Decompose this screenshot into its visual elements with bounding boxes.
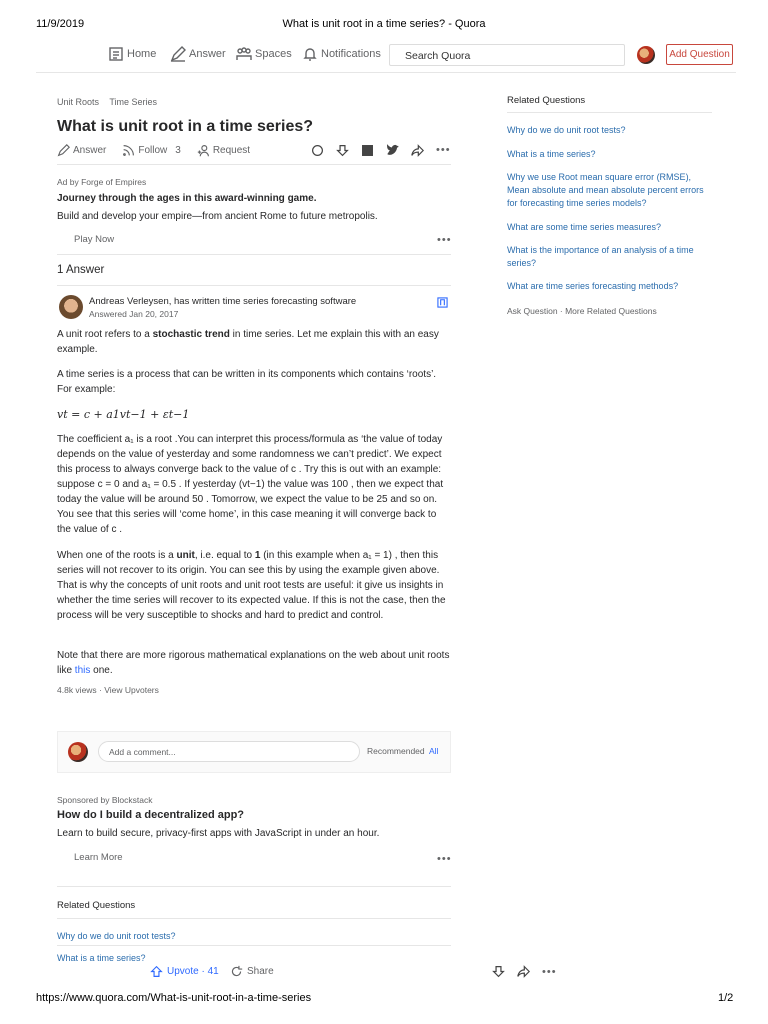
ad-title[interactable]: Journey through the ages in this award-winning game. (57, 193, 317, 204)
rss-icon (122, 144, 135, 157)
upvote-label: Upvote · 41 (167, 966, 219, 977)
request-button-label: Request (212, 144, 251, 156)
nav-spaces-label: Spaces (255, 48, 292, 60)
downvote-icon[interactable] (336, 144, 349, 157)
answer-paragraph (57, 548, 451, 623)
nav-answer[interactable] (170, 46, 226, 62)
print-title: What is unit root in a time series? - Quora (282, 18, 486, 30)
answer-text: (in this example when a₁ = 1) , then this series will not recover to its origin. You can see this by using the example given above. That is why the concepts of unit roots and unit root tests are useful: it give us insights in whether the time series will recover to its expected value. If this is not the case, then the process will be very susceptible to shocks and hard to predict and control. (57, 550, 446, 621)
more-options-icon[interactable]: ••• (436, 144, 451, 156)
print-date: 11/9/2019 (36, 18, 85, 30)
add-question-button[interactable]: Add Question (666, 44, 733, 65)
nav-home[interactable] (108, 46, 156, 62)
ad-cta-button[interactable]: Play Now (74, 234, 115, 245)
comment-icon[interactable] (311, 144, 324, 157)
divider (57, 918, 451, 919)
nav-home-label: Home (127, 48, 157, 60)
nav-answer-label: Answer (189, 48, 226, 60)
answer-text: in time series. Let me explain this with an easy example. (57, 329, 439, 355)
ad-sponsor: Ad by Forge of Empires (57, 177, 147, 187)
sidebar-related-question[interactable]: What is a time series? (507, 149, 596, 159)
answer-paragraph (57, 327, 451, 357)
question-icon-row (311, 143, 451, 157)
answer-button-label: Answer (73, 144, 107, 156)
answer-text: Note that there are more rigorous mathematical explanations on the web about unit roots like (57, 650, 450, 676)
bookmark-icon[interactable] (437, 297, 448, 308)
upvote-icon (150, 965, 163, 978)
user-avatar[interactable] (637, 46, 655, 64)
answer-paragraph: The coefficient a₁ is a root .You can interpret this process/formula as ‘the value of today depends on the value of yesterday and some randomness we can’t predict’. We expect this process to always converge back to the value of c . Try this is out with an example: suppose c = 0 and a₁ = 0.5 . If yesterday (vt−1) the value was 100 , then we expect that today the value will be around 50 . Tomorrow, we expect the value to be 25 and so on. You see that this series will ‘come home’, in this case meaning it will converge back to the value of c . (57, 434, 444, 535)
upvote-button[interactable] (150, 965, 219, 978)
ad-body: Build and develop your empire—from ancient Rome to future metropolis. (57, 211, 378, 222)
breadcrumb (57, 97, 451, 107)
spaces-icon (236, 46, 252, 62)
answer-bold-text: 1 (254, 550, 261, 561)
breadcrumb-topic[interactable]: Unit Roots (57, 97, 100, 107)
bell-icon (302, 46, 318, 62)
ad-cta-button[interactable]: Learn More (74, 852, 123, 863)
sidebar-footer-links[interactable]: Ask Question · More Related Questions (507, 306, 657, 316)
home-icon (108, 46, 124, 62)
related-question-link[interactable]: What is a time series? (57, 953, 146, 963)
author-credential[interactable]: Andreas Verleysen, has written time series forecasting software (89, 296, 357, 307)
share-icon[interactable] (411, 144, 424, 157)
nav-notifications[interactable] (302, 46, 381, 62)
answer-date[interactable]: Answered Jan 20, 2017 (89, 309, 179, 319)
answer-text: one. (90, 665, 113, 676)
answer-paragraph: A time series is a process that can be written in its components which contains ‘roots’. For example: (57, 369, 437, 395)
breadcrumb-topic[interactable]: Time Series (109, 97, 158, 107)
nav-notifications-label: Notifications (321, 48, 381, 60)
share-icon[interactable] (517, 965, 530, 978)
divider (57, 886, 451, 887)
pencil-icon (170, 46, 186, 62)
sidebar-related-question[interactable]: What is the importance of an analysis of a time series? (507, 245, 694, 268)
share-refresh-icon (230, 965, 243, 978)
twitter-icon[interactable] (386, 144, 399, 157)
ad-sponsor: Sponsored by Blockstack (57, 795, 153, 805)
all-comments-filter[interactable]: All (429, 746, 439, 756)
request-button[interactable] (197, 144, 250, 157)
more-options-icon[interactable]: ••• (437, 234, 452, 246)
more-options-icon[interactable]: ••• (437, 853, 452, 865)
user-avatar (68, 742, 88, 762)
comment-box (57, 731, 451, 773)
related-heading: Related Questions (57, 900, 136, 911)
bottom-icon-row (492, 965, 557, 978)
question-title: What is unit root in a time series? (57, 118, 314, 135)
search-input[interactable]: Search Quora (389, 44, 625, 66)
follow-button-label: Follow (138, 144, 168, 156)
author-avatar[interactable] (59, 295, 83, 319)
add-person-icon (197, 144, 210, 157)
divider (507, 112, 712, 113)
answer-text: A unit root refers to a (57, 329, 153, 340)
related-question-link[interactable]: Why do we do unit root tests? (57, 931, 176, 941)
answer-bold-text: unit (176, 550, 195, 561)
share-label: Share (247, 966, 274, 977)
pencil-icon (57, 144, 70, 157)
facebook-icon[interactable] (361, 144, 374, 157)
divider (57, 945, 451, 946)
answers-count: 1 Answer (57, 264, 105, 276)
print-page-number: 1/2 (718, 992, 734, 1004)
sidebar-related-question[interactable]: Why do we do unit root tests? (507, 125, 626, 135)
follow-count: 3 (175, 144, 181, 156)
sidebar-related-question[interactable]: Why we use Root mean square error (RMSE), Mean absolute and mean absolute percent errors for forecasting time series models? (507, 172, 704, 208)
ad-title[interactable]: How do I build a decentralized app? (57, 809, 245, 821)
answer-stats[interactable]: 4.8k views · View Upvoters (57, 685, 159, 695)
answer-paragraph (57, 648, 451, 678)
answer-button[interactable] (57, 144, 106, 157)
answer-link[interactable]: this (74, 665, 91, 676)
follow-button[interactable] (122, 144, 180, 157)
ad-body: Learn to build secure, privacy-first apps with JavaScript in under an hour. (57, 828, 380, 839)
sidebar-related-question[interactable]: What are time series forecasting methods? (507, 281, 679, 291)
print-url: https://www.quora.com/What-is-unit-root-in-a-time-series (36, 992, 312, 1004)
share-button[interactable] (230, 965, 274, 978)
sidebar-heading: Related Questions (507, 95, 586, 106)
downvote-icon[interactable] (492, 965, 505, 978)
answer-text: , i.e. equal to (194, 550, 255, 561)
top-nav (36, 40, 736, 73)
divider (57, 164, 451, 165)
sidebar-related-question[interactable]: What are some time series measures? (507, 222, 662, 232)
nav-spaces[interactable] (236, 46, 292, 62)
answer-text: When one of the roots is a (57, 550, 177, 561)
comment-input[interactable]: Add a comment... (98, 741, 360, 762)
more-options-icon[interactable]: ••• (542, 965, 557, 978)
divider (57, 254, 451, 255)
answer-formula: vt = c + a1vt−1 + εt−1 (57, 408, 190, 421)
answer-bold-text: stochastic trend (152, 329, 230, 340)
recommended-filter[interactable]: Recommended (367, 746, 425, 756)
divider (57, 285, 451, 286)
